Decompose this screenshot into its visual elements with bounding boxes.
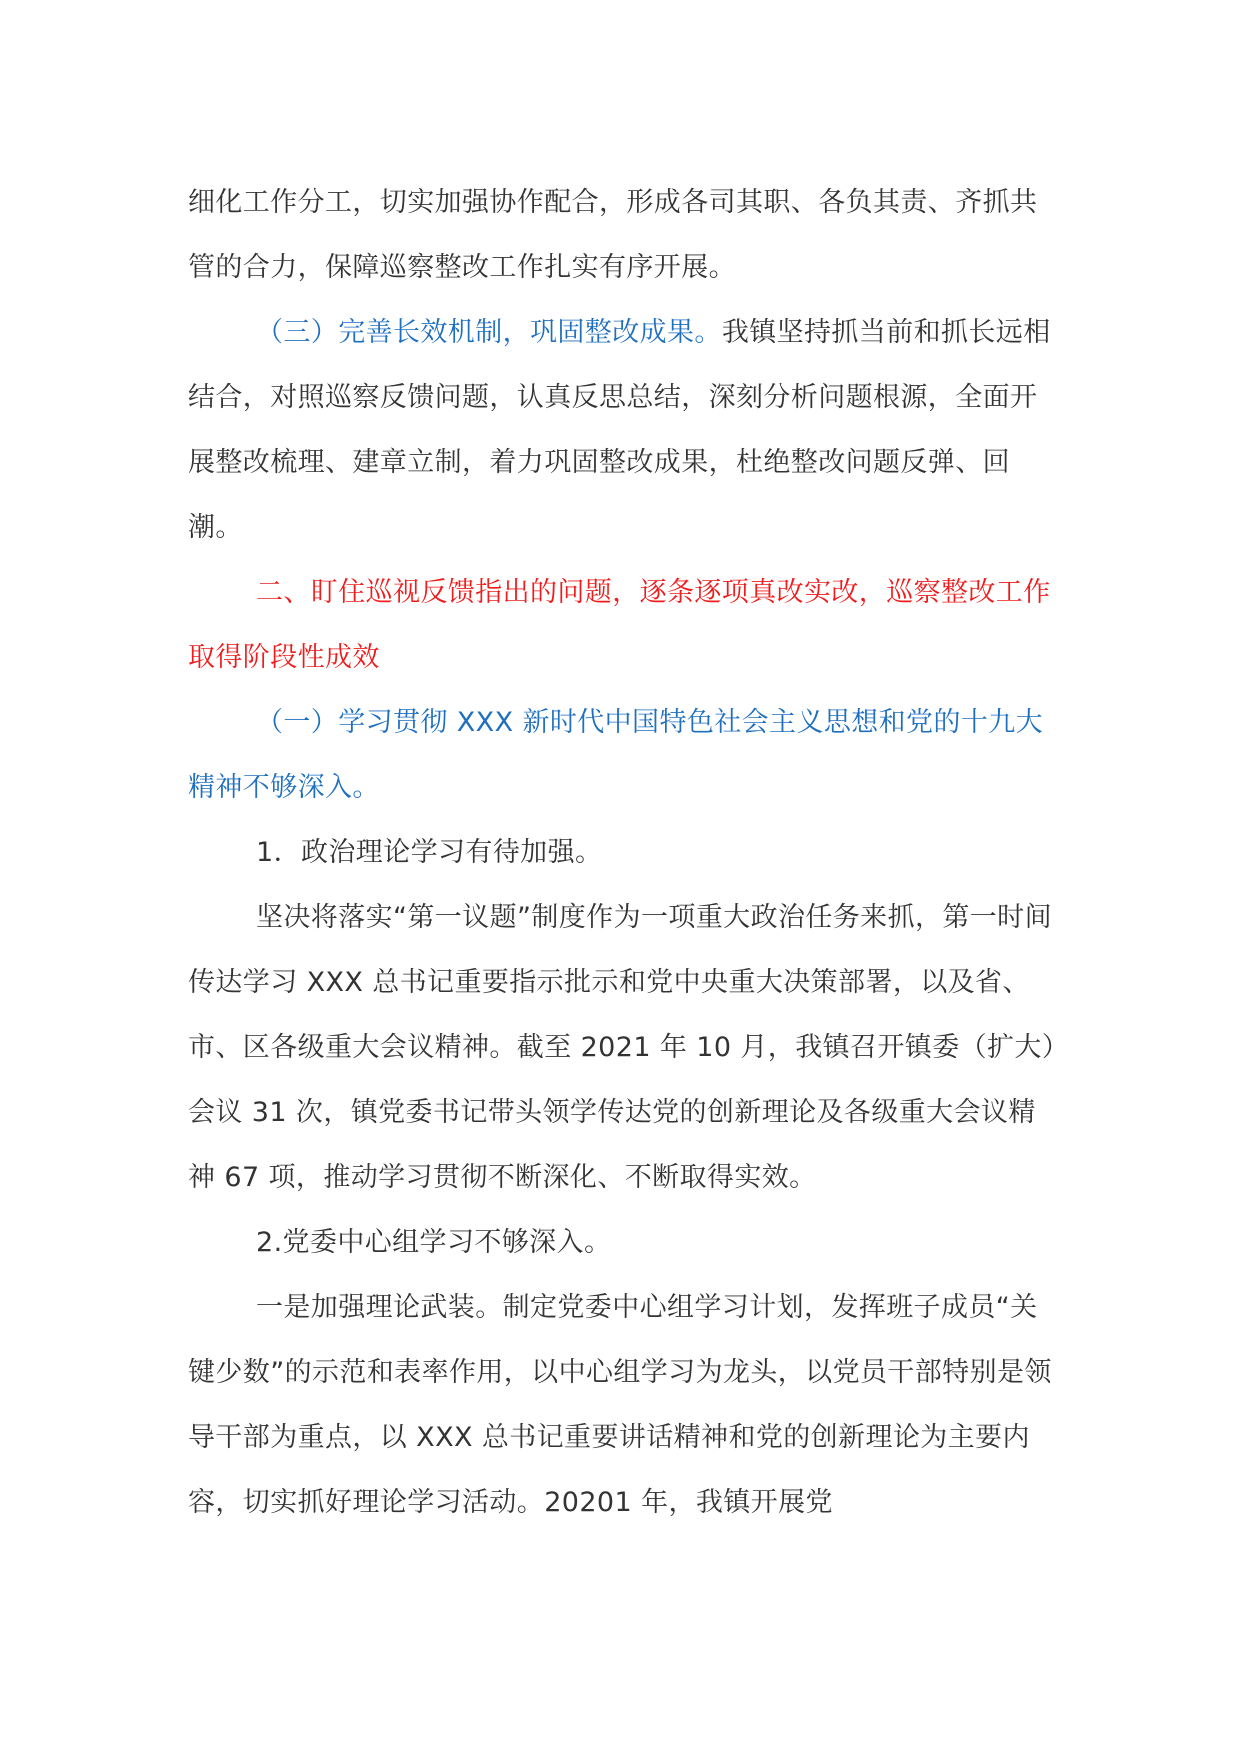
chapter-heading-2: 二、盯住巡视反馈指出的问题，逐条逐项真改实改，巡察整改工作取得阶段性成效: [188, 577, 1051, 673]
document-body: [188, 170, 1058, 1535]
paragraph-long-term-mechanism: [188, 300, 1058, 560]
paragraph-theory-study: 一是加强理论武装。制定党委中心组学习计划，发挥班子成员“关键少数”的示范和表率作用，以中心组学习为龙头，以党员干部特别是领导干部为重点，以 XXX 总书记重要讲话精神和党的创新理论为主要内容，切实抓好理论学习活动。20201 年，我镇开展党: [188, 1292, 1052, 1518]
item-heading-2: 2.党委中心组学习不够深入。: [256, 1227, 612, 1258]
item-heading-1: 1．政治理论学习有待加强。: [256, 837, 603, 868]
paragraph-division-of-labor: 细化工作分工，切实加强协作配合，形成各司其职、各负其责、齐抓共管的合力，保障巡察整改工作扎实有序开展。: [188, 187, 1038, 283]
section-heading-3: （三）完善长效机制，巩固整改成果。: [256, 317, 722, 348]
section-body-3: 我镇坚持抓当前和抓长远相结合，对照巡察反馈问题，认真反思总结，深刻分析问题根源，全面开展整改梳理、建章立制，着力巩固整改成果，杜绝整改问题反弹、回潮。: [188, 317, 1051, 543]
paragraph-first-agenda: 坚决将落实“第一议题”制度作为一项重大政治任务来抓，第一时间传达学习 XXX 总书记重要指示批示和党中央重大决策部署，以及省、市、区各级重大会议精神。截至 2021 年 10 月，我镇召开镇委（扩大）会议 31 次，镇党委书记带头领学传达党的创新理论及各级重大会议精神 67 项，推动学习贯彻不断深化、不断取得实效。: [188, 902, 1056, 1193]
section-heading-1: （一）学习贯彻 XXX 新时代中国特色社会主义思想和党的十九大精神不够深入。: [188, 707, 1044, 803]
